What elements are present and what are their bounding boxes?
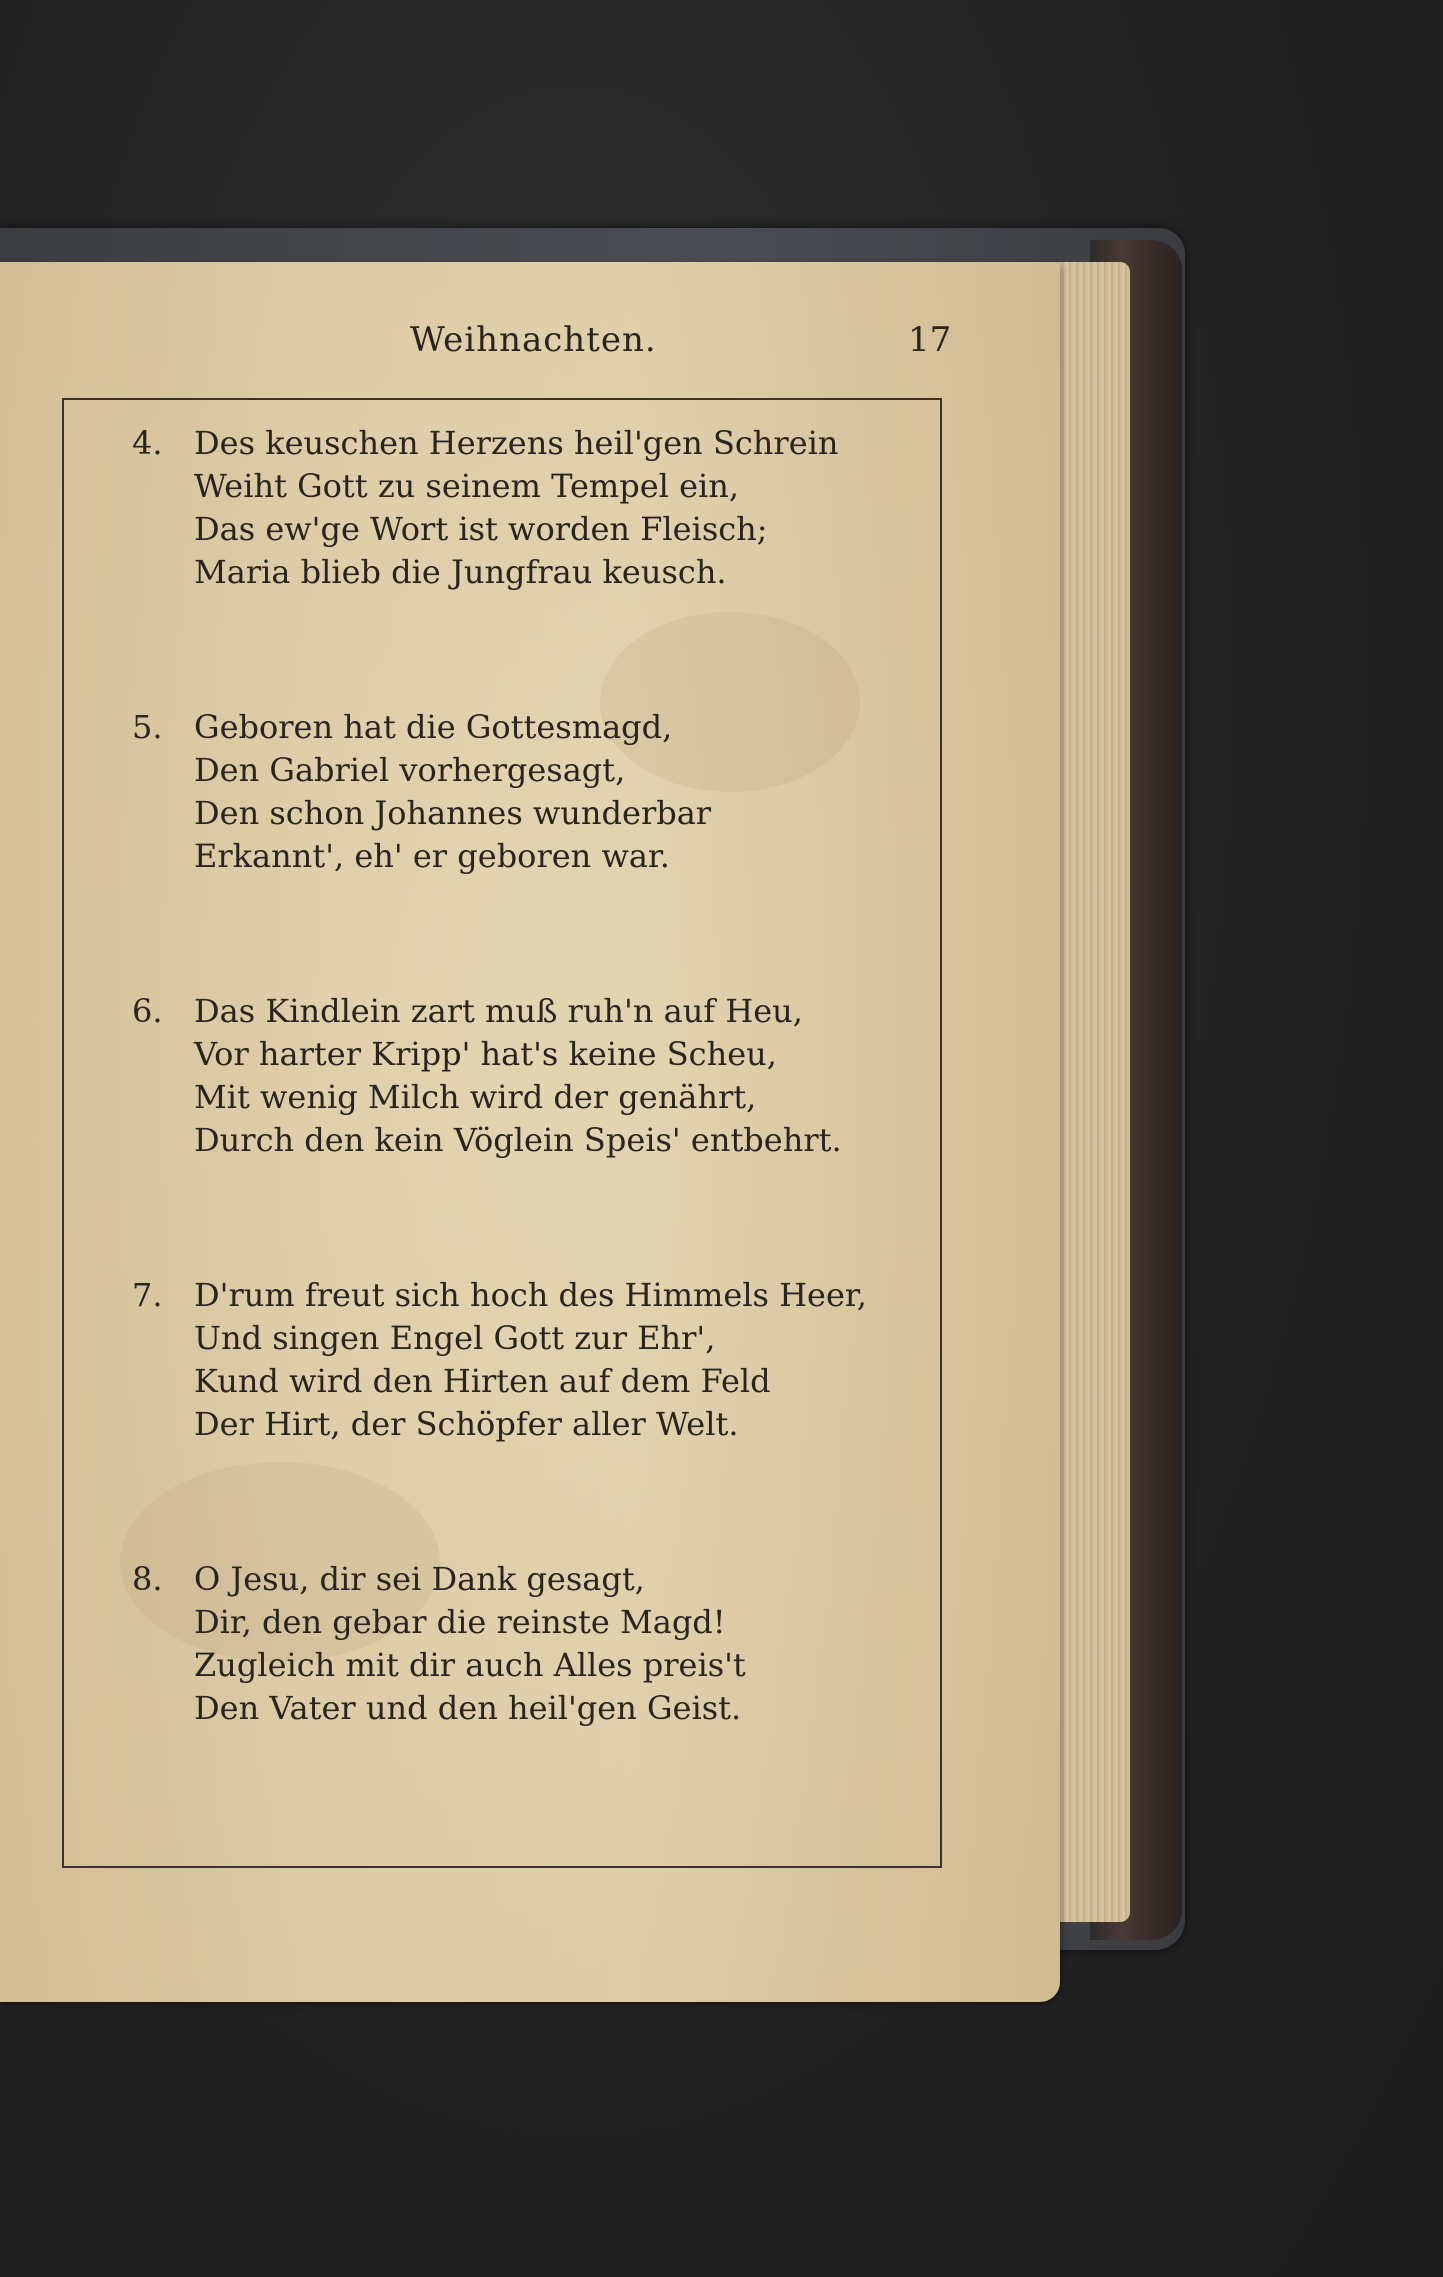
verse-line: Kund wird den Hirten auf dem Feld (194, 1362, 771, 1400)
verse-line: Erkannt', eh' er geboren war. (194, 837, 670, 875)
verse-line: Den Vater und den heil'gen Geist. (194, 1689, 742, 1727)
verse-line: Den Gabriel vorhergesagt, (194, 751, 626, 789)
verse-line: Durch den kein Vöglein Speis' entbehrt. (194, 1121, 842, 1159)
verse-line: Zugleich mit dir auch Alles preis't (194, 1646, 746, 1684)
verse-line: Das Kindlein zart muß ruh'n auf Heu, (194, 992, 803, 1030)
text-frame (62, 398, 942, 1868)
verse-line: Der Hirt, der Schöpfer aller Welt. (194, 1405, 739, 1443)
verse-line: Dir, den gebar die reinste Magd! (194, 1603, 726, 1641)
verse-line: Vor harter Kripp' hat's keine Scheu, (194, 1035, 777, 1073)
verse-line: Den schon Johannes wunderbar (194, 794, 712, 832)
hymn-stanzas (132, 422, 912, 1842)
stanza (132, 990, 912, 1162)
running-head (0, 320, 1060, 380)
stanza (132, 422, 912, 594)
stanza (132, 706, 912, 878)
verse-line: Weiht Gott zu seinem Tempel ein, (194, 467, 740, 505)
verse-line: Das ew'ge Wort ist worden Fleisch; (194, 510, 768, 548)
verse-line: Geboren hat die Gottesmagd, (194, 708, 673, 746)
verse-line: D'rum freut sich hoch des Himmels Heer, (194, 1276, 867, 1314)
stanza-number: 7. (132, 1276, 163, 1314)
stanza-number: 6. (132, 992, 163, 1030)
verse-line: Und singen Engel Gott zur Ehr', (194, 1319, 716, 1357)
stanza-number: 5. (132, 708, 163, 746)
stanza-number: 4. (132, 424, 163, 462)
verse-line: Mit wenig Milch wird der genährt, (194, 1078, 757, 1116)
verse-line: O Jesu, dir sei Dank gesagt, (194, 1560, 645, 1598)
stanza (132, 1274, 912, 1446)
stanza (132, 1558, 912, 1730)
page-number: 17 (908, 320, 952, 360)
verse-line: Maria blieb die Jungfrau keusch. (194, 553, 727, 591)
verse-line: Des keuschen Herzens heil'gen Schrein (194, 424, 839, 462)
running-head-title: Weihnachten. (410, 320, 657, 360)
book-page (0, 262, 1060, 2002)
stanza-number: 8. (132, 1560, 163, 1598)
